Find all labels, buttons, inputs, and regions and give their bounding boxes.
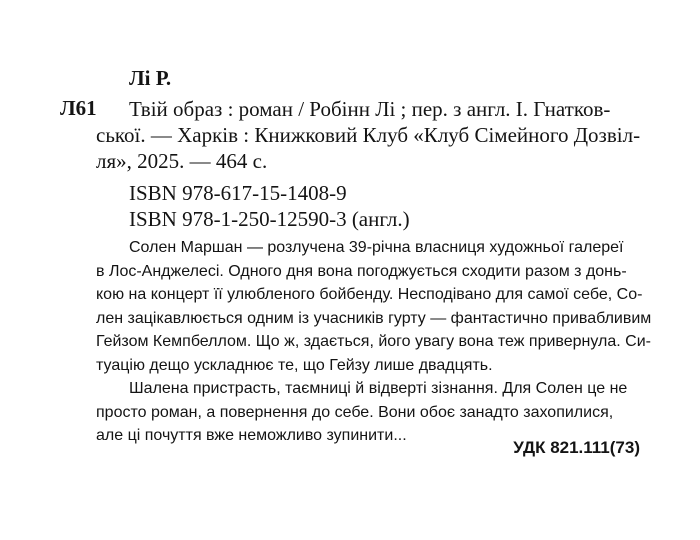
- biblio-line: ля», 2025. — 464 с.: [96, 149, 268, 173]
- biblio-line: Твій образ : роман / Робінн Лі ; пер. з англ. І. Гнатков-: [129, 97, 611, 121]
- isbn-line: ISBN 978-1-250-12590-3 (англ.): [129, 207, 410, 231]
- shelf-mark: Л61: [60, 96, 97, 120]
- isbn-block: [129, 180, 410, 232]
- udk-code: УДК 821.111(73): [513, 438, 640, 457]
- bibliographic-description: [96, 96, 656, 174]
- biblio-line: ської. — Харків : Книжковий Клуб «Клуб Сімейного Дозвіл-: [96, 123, 641, 147]
- annotation-line: просто роман, а повернення до себе. Вони обоє занадто захопилися,: [96, 403, 614, 421]
- annotation-line: але ці почуття вже неможливо зупинити...: [96, 427, 407, 444]
- annotation-line: лен зацікавлюється одним із учасників гурту — фантастично привабливим: [96, 309, 652, 327]
- annotation-line: Гейзом Кемпбеллом. Що ж, здається, його увагу вона теж привернула. Си-: [96, 333, 651, 350]
- author-heading: Лі Р.: [129, 66, 172, 90]
- annotation-line: Шалена пристрасть, таємниці й відверті зізнання. Для Солен це не: [129, 380, 628, 397]
- annotation-line: Солен Маршан — розлучена 39-річна власниця художньої галереї: [129, 239, 624, 256]
- annotation-line: кою на концерт її улюбленого бойбенду. Несподівано для самої себе, Со-: [96, 286, 643, 303]
- isbn-line: ISBN 978-617-15-1408-9: [129, 181, 347, 205]
- annotation-line: в Лос-Анджелесі. Одного дня вона погоджується сходити разом з донь-: [96, 262, 627, 280]
- annotation-line: туацію дещо ускладнює те, що Гейзу лише двадцять.: [96, 356, 493, 374]
- annotation: [96, 236, 656, 448]
